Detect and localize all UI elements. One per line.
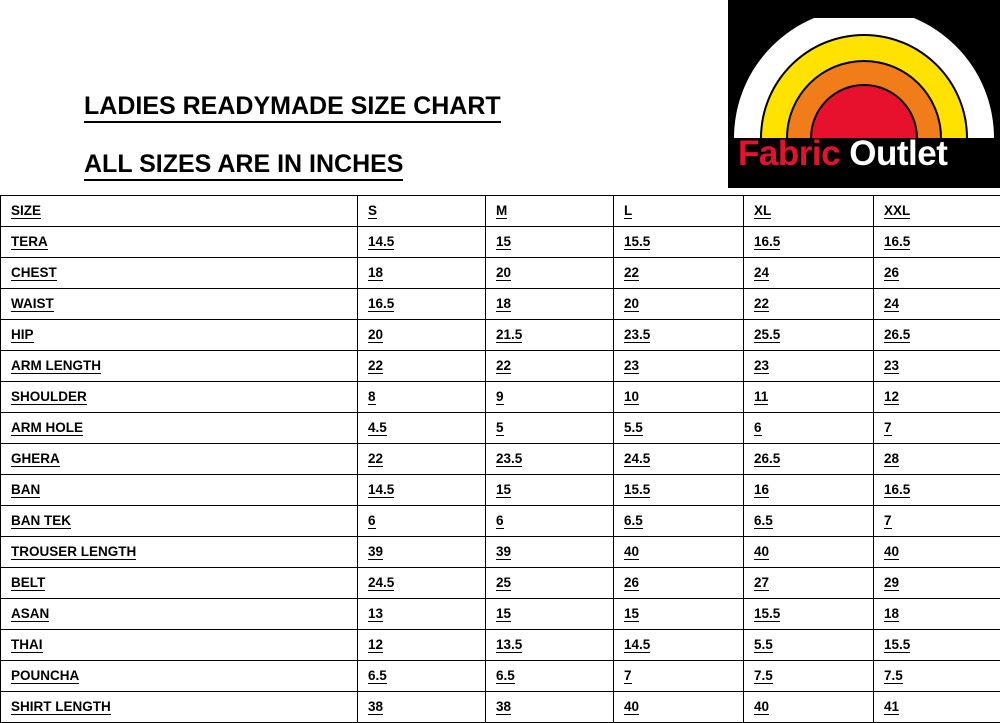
table-row (1, 382, 1000, 413)
table-cell-text: 25.5 (754, 327, 780, 344)
brand-logo (728, 0, 1000, 188)
table-cell-text: 26 (624, 575, 639, 592)
table-cell (358, 444, 486, 475)
table-cell-text: 18 (884, 606, 899, 623)
table-cell-text: 18 (368, 265, 383, 282)
table-row (1, 444, 1000, 475)
table-cell-text: 15.5 (624, 482, 650, 499)
table-cell (874, 599, 1000, 630)
table-cell (486, 320, 614, 351)
table-cell (486, 444, 614, 475)
table-header-cell (486, 196, 614, 227)
table-cell (358, 630, 486, 661)
table-header-row (1, 196, 1000, 227)
table-row (1, 537, 1000, 568)
table-cell (358, 506, 486, 537)
table-row-label-text: BAN (11, 482, 40, 499)
table-cell-text: 28 (884, 451, 899, 468)
table-cell-text: 6.5 (368, 668, 387, 685)
table-cell-text: 7 (884, 513, 892, 530)
table-row (1, 475, 1000, 506)
table-cell (486, 692, 614, 723)
table-cell-text: 15.5 (754, 606, 780, 623)
table-cell-text: 40 (754, 699, 769, 716)
table-cell-text: 22 (754, 296, 769, 313)
table-cell (874, 444, 1000, 475)
table-row (1, 568, 1000, 599)
table-cell (486, 630, 614, 661)
table-cell-text: 12 (884, 389, 899, 406)
table-row-label (1, 413, 358, 444)
table-cell (358, 320, 486, 351)
table-cell (874, 227, 1000, 258)
table-header-text: XL (754, 203, 771, 220)
table-row (1, 599, 1000, 630)
table-cell-text: 9 (496, 389, 504, 406)
table-row-label (1, 537, 358, 568)
table-cell (874, 258, 1000, 289)
table-cell-text: 16.5 (884, 482, 910, 499)
table-row-label-text: WAIST (11, 296, 54, 313)
table-cell-text: 21.5 (496, 327, 522, 344)
table-cell-text: 12 (368, 637, 383, 654)
table-cell (358, 413, 486, 444)
table-row-label-text: THAI (11, 637, 43, 654)
table-header-cell (744, 196, 874, 227)
table-header-cell (1, 196, 358, 227)
table-cell (486, 537, 614, 568)
table-cell-text: 5.5 (754, 637, 773, 654)
table-cell-text: 7 (884, 420, 892, 437)
table-cell (874, 661, 1000, 692)
table-cell-text: 24 (884, 296, 899, 313)
table-row-label (1, 506, 358, 537)
table-cell (614, 506, 744, 537)
table-cell (486, 661, 614, 692)
table-cell-text: 6 (368, 513, 376, 530)
table-cell (744, 506, 874, 537)
table-cell (486, 227, 614, 258)
table-cell-text: 23.5 (496, 451, 522, 468)
table-row-label (1, 661, 358, 692)
table-cell (744, 568, 874, 599)
table-header-cell (614, 196, 744, 227)
table-row (1, 258, 1000, 289)
table-cell-text: 23.5 (624, 327, 650, 344)
table-cell-text: 6 (754, 420, 762, 437)
table-row-label (1, 289, 358, 320)
table-cell (744, 320, 874, 351)
table-cell (874, 568, 1000, 599)
rainbow-arcs-icon (728, 18, 1000, 138)
table-row-label-text: CHEST (11, 265, 57, 282)
table-cell (614, 537, 744, 568)
table-cell-text: 11 (754, 389, 768, 406)
table-cell-text: 14.5 (368, 482, 394, 499)
table-row (1, 289, 1000, 320)
table-cell (874, 475, 1000, 506)
table-cell-text: 14.5 (624, 637, 650, 654)
table-row-label (1, 258, 358, 289)
table-cell-text: 18 (496, 296, 511, 313)
table-cell-text: 7 (624, 668, 632, 685)
table-row-label-text: TERA (11, 234, 48, 251)
table-cell (614, 630, 744, 661)
table-header-text: SIZE (11, 203, 41, 220)
table-cell (744, 537, 874, 568)
table-cell (744, 227, 874, 258)
table-header-text: S (368, 203, 377, 220)
table-header-text: L (624, 203, 632, 220)
table-cell (874, 506, 1000, 537)
table-cell-text: 4.5 (368, 420, 387, 437)
size-chart-table (0, 195, 1000, 723)
table-row (1, 351, 1000, 382)
table-cell-text: 7.5 (884, 668, 903, 685)
table-cell-text: 26.5 (754, 451, 780, 468)
table-cell (744, 599, 874, 630)
table-row-label (1, 630, 358, 661)
page-subtitle-text: ALL SIZES ARE IN INCHES (84, 150, 403, 181)
table-cell-text: 26.5 (884, 327, 910, 344)
table-cell (358, 227, 486, 258)
table-cell (744, 692, 874, 723)
table-cell (874, 692, 1000, 723)
table-cell (358, 568, 486, 599)
table-row-label-text: SHOULDER (11, 389, 87, 406)
table-cell (874, 382, 1000, 413)
table-cell-text: 16.5 (368, 296, 394, 313)
table-cell (358, 351, 486, 382)
table-cell-text: 22 (368, 451, 383, 468)
table-cell (744, 630, 874, 661)
table-cell (486, 351, 614, 382)
table-cell (614, 692, 744, 723)
table-cell (874, 630, 1000, 661)
table-cell (358, 599, 486, 630)
table-row-label (1, 227, 358, 258)
table-row-label (1, 599, 358, 630)
table-row-label (1, 692, 358, 723)
table-cell-text: 22 (496, 358, 511, 375)
table-cell-text: 15.5 (884, 637, 910, 654)
table-row (1, 630, 1000, 661)
table-cell (486, 413, 614, 444)
table-cell (486, 568, 614, 599)
table-cell-text: 16 (754, 482, 769, 499)
table-cell-text: 24.5 (624, 451, 650, 468)
table-cell-text: 40 (624, 544, 639, 561)
table-header-text: XXL (884, 203, 910, 220)
table-row-label-text: GHERA (11, 451, 60, 468)
table-cell-text: 15 (496, 482, 511, 499)
table-row (1, 320, 1000, 351)
table-cell-text: 23 (754, 358, 769, 375)
table-cell-text: 6.5 (496, 668, 515, 685)
table-cell-text: 23 (884, 358, 899, 375)
table-row (1, 661, 1000, 692)
table-cell (614, 568, 744, 599)
table-cell-text: 16.5 (754, 234, 780, 251)
table-row (1, 227, 1000, 258)
table-row-label (1, 475, 358, 506)
table-cell (874, 320, 1000, 351)
table-cell-text: 22 (368, 358, 383, 375)
table-row-label (1, 382, 358, 413)
table-cell (614, 258, 744, 289)
table-cell (358, 475, 486, 506)
table-cell (614, 413, 744, 444)
table-cell-text: 13.5 (496, 637, 522, 654)
table-header-cell (874, 196, 1000, 227)
table-cell-text: 27 (754, 575, 769, 592)
table-cell (358, 258, 486, 289)
table-cell (744, 661, 874, 692)
table-row (1, 506, 1000, 537)
table-cell (486, 599, 614, 630)
logo-text-fabric: Fabric (738, 134, 840, 173)
logo-text-outlet: Outlet (840, 134, 947, 173)
table-cell (744, 444, 874, 475)
table-cell-text: 39 (496, 544, 511, 561)
table-cell (358, 661, 486, 692)
table-cell (614, 351, 744, 382)
table-row (1, 413, 1000, 444)
table-cell (486, 506, 614, 537)
table-cell-text: 13 (368, 606, 383, 623)
table-row-label (1, 568, 358, 599)
table-cell-text: 16.5 (884, 234, 910, 251)
table-cell-text: 8 (368, 389, 376, 406)
table-cell (614, 661, 744, 692)
table-cell (486, 258, 614, 289)
page-title-text: LADIES READYMADE SIZE CHART (84, 92, 501, 123)
table-cell (614, 289, 744, 320)
table-cell-text: 20 (368, 327, 383, 344)
table-cell (744, 413, 874, 444)
table-cell-text: 40 (754, 544, 769, 561)
table-cell-text: 41 (884, 699, 899, 716)
table-cell (486, 289, 614, 320)
table-row-label-text: ASAN (11, 606, 49, 623)
table-cell-text: 20 (496, 265, 511, 282)
table-row-label-text: TROUSER LENGTH (11, 544, 136, 561)
table-cell (874, 351, 1000, 382)
table-cell-text: 22 (624, 265, 639, 282)
size-chart-container (0, 195, 1000, 723)
table-cell-text: 6.5 (624, 513, 643, 530)
table-cell-text: 6 (496, 513, 504, 530)
table-cell (744, 351, 874, 382)
table-cell-text: 26 (884, 265, 899, 282)
table-cell-text: 15 (496, 606, 511, 623)
table-row-label-text: BAN TEK (11, 513, 71, 530)
table-cell (486, 382, 614, 413)
table-cell (614, 475, 744, 506)
table-cell-text: 15 (624, 606, 639, 623)
table-cell-text: 6.5 (754, 513, 773, 530)
table-cell-text: 40 (624, 699, 639, 716)
table-cell (358, 537, 486, 568)
table-cell-text: 29 (884, 575, 899, 592)
table-cell (614, 227, 744, 258)
logo-wordmark (738, 134, 947, 174)
table-row-label-text: SHIRT LENGTH (11, 699, 111, 716)
table-cell-text: 38 (368, 699, 383, 716)
table-cell-text: 7.5 (754, 668, 773, 685)
table-row-label-text: POUNCHA (11, 668, 79, 685)
table-row-label (1, 320, 358, 351)
table-row-label-text: HIP (11, 327, 34, 344)
table-cell (744, 289, 874, 320)
table-cell-text: 10 (624, 389, 639, 406)
table-cell (744, 258, 874, 289)
table-cell-text: 5 (496, 420, 504, 437)
table-row-label-text: ARM HOLE (11, 420, 83, 437)
table-cell (874, 413, 1000, 444)
table-cell (614, 444, 744, 475)
page-title (84, 92, 501, 121)
table-cell (358, 289, 486, 320)
table-cell (614, 320, 744, 351)
table-cell-text: 24.5 (368, 575, 394, 592)
table-cell-text: 39 (368, 544, 383, 561)
table-cell-text: 23 (624, 358, 639, 375)
table-cell-text: 5.5 (624, 420, 643, 437)
table-cell-text: 20 (624, 296, 639, 313)
table-cell-text: 15.5 (624, 234, 650, 251)
table-cell-text: 24 (754, 265, 769, 282)
table-cell (874, 537, 1000, 568)
table-row-label (1, 444, 358, 475)
table-cell (614, 382, 744, 413)
table-cell (874, 289, 1000, 320)
table-header-cell (358, 196, 486, 227)
table-cell (614, 599, 744, 630)
table-row-label-text: BELT (11, 575, 45, 592)
table-row-label (1, 351, 358, 382)
table-cell (486, 475, 614, 506)
table-cell (358, 692, 486, 723)
table-cell-text: 14.5 (368, 234, 394, 251)
table-cell-text: 40 (884, 544, 899, 561)
table-cell (358, 382, 486, 413)
table-header-text: M (496, 203, 507, 220)
table-cell-text: 15 (496, 234, 511, 251)
table-cell-text: 25 (496, 575, 511, 592)
table-cell-text: 38 (496, 699, 511, 716)
page-subtitle (84, 150, 403, 179)
table-cell (744, 382, 874, 413)
table-row (1, 692, 1000, 723)
table-cell (744, 475, 874, 506)
table-row-label-text: ARM LENGTH (11, 358, 101, 375)
